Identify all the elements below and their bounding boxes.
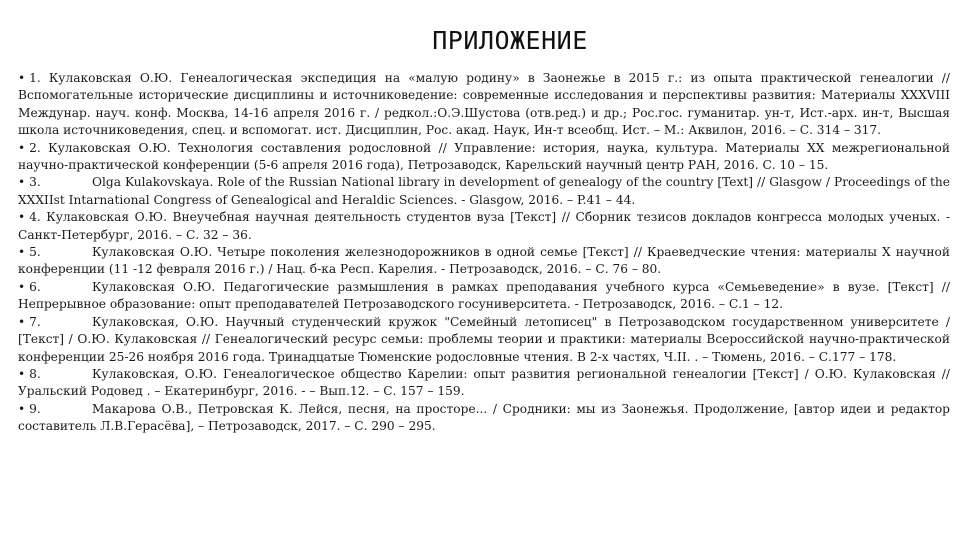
reference-text: Кулаковская О.Ю. Педагогические размышления в рамках преподавания учебного курса «Семьеведение» в вузе. [Текст] // Непрерывное образование: опыт преподавателей Петрозаводского госуниверситета. - Петрозаводск, 2016. – С.1 – 12. xyxy=(18,279,950,312)
reference-item-3 xyxy=(18,174,950,209)
reference-item-7 xyxy=(18,314,950,366)
reference-text: Кулаковская О.Ю. Технология составления родословной // Управление: история, наука, культура. Материалы XX межрегиональной научно-практической конференции (5-6 апреля 2016 года), Петрозаводск, Карельский научный центр РАН, 2016. С. 10 – 15. xyxy=(18,140,951,173)
reference-item-5 xyxy=(18,244,950,279)
reference-text: Кулаковская О.Ю. Четыре поколения железнодорожников в одной семье [Текст] // Краеведческие чтения: материалы X научной конференции (11 -12 февраля 2016 г.) / Нац. б-ка Респ. Карелия. - Петрозаводск, 2016. – С. 76 – 80. xyxy=(18,245,950,277)
reference-item-4 xyxy=(18,209,950,244)
reference-item-2 xyxy=(18,140,950,175)
page-title: ПРИЛОЖЕНИЕ xyxy=(432,26,588,55)
reference-number: • 7. xyxy=(18,314,41,329)
reference-text: Макарова О.В., Петровская К. Лейся, песня, на просторе... / Сродники: мы из Заонежья. Продолжение, [автор идеи и редактор составитель Л.В.Герасёва], – Петрозаводск, 2017. – С. 290 – 295. xyxy=(18,401,950,434)
reference-number: • 5. xyxy=(18,245,41,260)
reference-item-9 xyxy=(18,401,950,436)
reference-text: Кулаковская, О.Ю. Генеалогическое общество Карелии: опыт развития региональной генеалогии [Текст] / О.Ю. Кулаковская // Уральский Родовед . – Екатеринбург, 2016. - – Вып.12. – С. 157 – 159. xyxy=(18,366,950,399)
reference-number: • 9. xyxy=(18,401,41,416)
reference-item-8 xyxy=(18,366,950,401)
reference-number: • 1. xyxy=(18,71,41,85)
reference-text: Кулаковская, О.Ю. Научный студенческий кружок "Семейный летописец" в Петрозаводском государственном университете / [Текст] / О.Ю. Кулаковская // Генеалогический ресурс семьи: проблемы теории и практики: материалы Всероссийской научно-практической конференции 25-26 ноября 2016 года. Тринадцатые Тюменские родословные чтения. В 2-х частях, Ч.II. . – Тюмень, 2016. – С.177 – 178. xyxy=(18,314,950,364)
reference-number: • 2. xyxy=(18,140,41,155)
reference-text: Кулаковская О.Ю. Внеучебная научная деятельность студентов вуза [Текст] // Сборник тезисов докладов конгресса молодых ученых. - Санкт-Петербург, 2016. – С. 32 – 36. xyxy=(18,210,951,242)
reference-number: • 6. xyxy=(18,279,41,294)
reference-text: Кулаковская О.Ю. Генеалогическая экспедиция на «малую родину» в Заонежье в 2015 г.: из опыта практической генеалогии // Вспомогательные исторические дисциплины и источниковедение: современные исследования и перспективы развития: Материалы XXXVIII Междунар. науч. конф. Москва, 14-16 апреля 2016 г. / редкол.:О.Э.Шустова (отв.ред.) и др.; Рос.гос. гуманитар. ун-т, Ист.-арх. ин-т, Высшая школа источниковедения, спец. и вспомогат. ист. Дисциплин, Рос. акад. Наук, Ин-т всеобщ. Ист. – М.: Аквилон, 2016. – С. 314 – 317. xyxy=(18,71,950,138)
reference-number: • 3. xyxy=(18,175,41,190)
reference-item-6 xyxy=(18,279,950,314)
reference-text: Olga Kulakovskaya. Role of the Russian National library in development of genealogy of the country [Text] // Glasgow / Proceedings of the XXXIIst Intarnational Congress of Genealogical and Heraldic Sciences. - Glasgow, 2016. – P.41 – 44. xyxy=(18,175,950,207)
reference-number: • 8. xyxy=(18,366,41,381)
reference-item-1 xyxy=(18,70,950,140)
reference-number: • 4. xyxy=(18,210,41,225)
reference-list xyxy=(18,70,950,436)
